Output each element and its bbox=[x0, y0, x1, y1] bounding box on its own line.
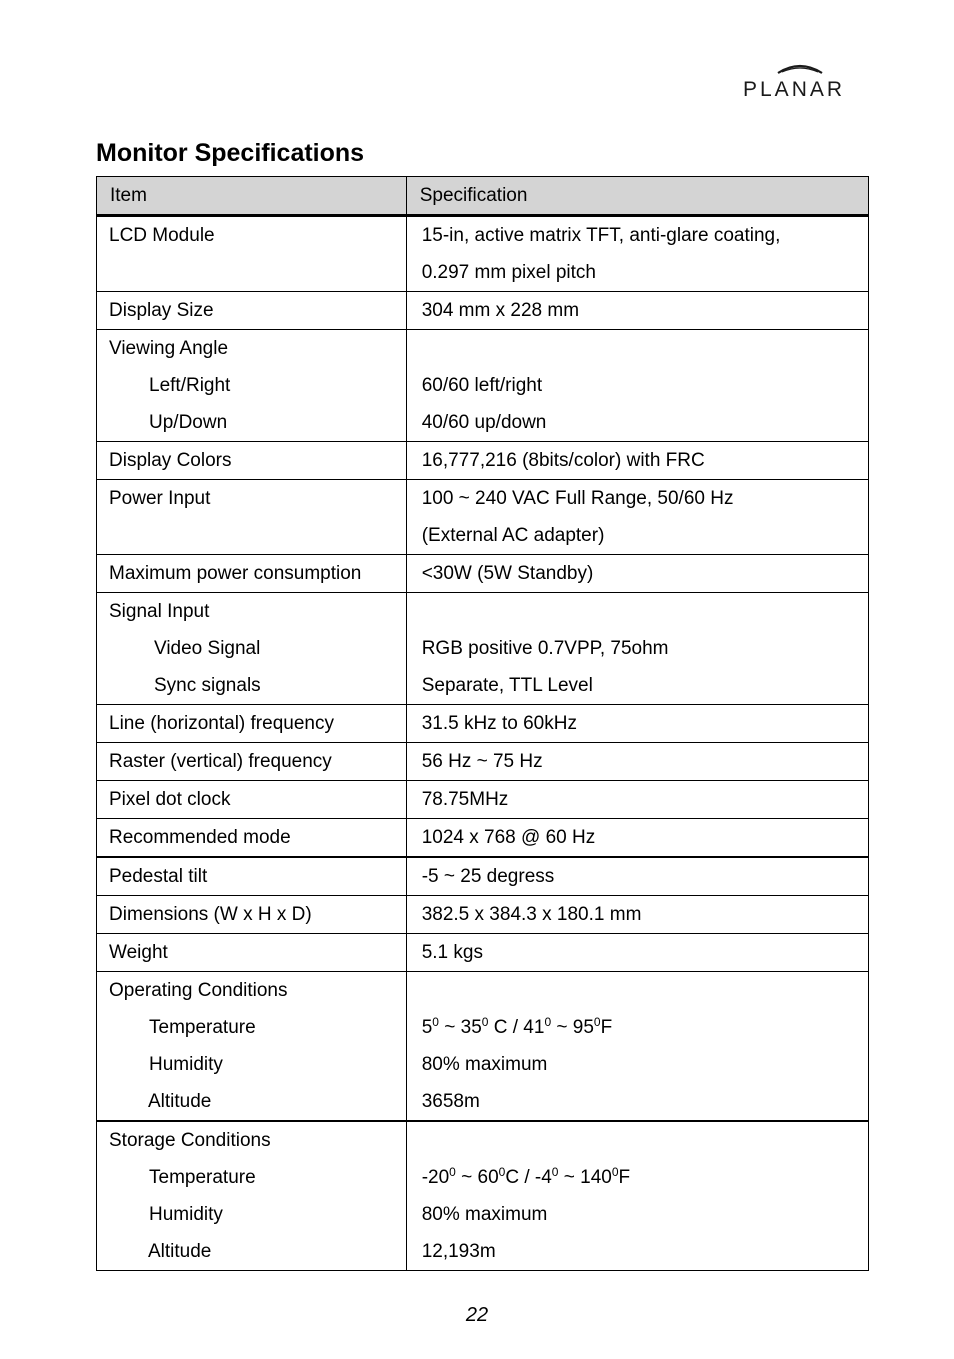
table-header-row bbox=[97, 177, 869, 216]
spec-cell bbox=[406, 781, 868, 819]
item-cell bbox=[97, 216, 407, 292]
item-label: Viewing Angle bbox=[109, 338, 229, 359]
item-cell bbox=[97, 972, 407, 1122]
item-label: Operating Conditions bbox=[109, 980, 288, 1001]
item-label: LCD Module bbox=[109, 225, 215, 246]
spec-cell bbox=[406, 934, 868, 972]
item-cell bbox=[97, 330, 407, 442]
table-row bbox=[97, 743, 869, 781]
spec-value: 56 Hz ~ 75 Hz bbox=[421, 751, 543, 772]
spec-value: Separate, TTL Level bbox=[421, 675, 593, 696]
item-sublabel: Humidity bbox=[149, 1204, 223, 1225]
spec-value: 1024 x 768 @ 60 Hz bbox=[421, 827, 596, 848]
item-sublabel: Temperature bbox=[149, 1017, 256, 1038]
spec-value: 15-in, active matrix TFT, anti-glare coating, bbox=[421, 225, 781, 246]
item-sublabel: Humidity bbox=[149, 1054, 223, 1075]
item-cell bbox=[97, 781, 407, 819]
spec-value: 78.75MHz bbox=[421, 789, 509, 810]
spec-value: RGB positive 0.7VPP, 75ohm bbox=[421, 638, 669, 659]
table-row bbox=[97, 555, 869, 593]
spec-value: 5.1 kgs bbox=[421, 942, 483, 963]
spec-value: 100 ~ 240 VAC Full Range, 50/60 Hz bbox=[421, 488, 734, 509]
item-cell bbox=[97, 743, 407, 781]
table-row bbox=[97, 216, 869, 292]
item-label: Recommended mode bbox=[109, 827, 291, 848]
item-label: Weight bbox=[109, 942, 168, 963]
item-cell bbox=[97, 934, 407, 972]
table-row bbox=[97, 934, 869, 972]
spec-cell bbox=[406, 216, 868, 292]
logo-text: PLANAR bbox=[743, 78, 846, 101]
page-title: Monitor Specifications bbox=[96, 139, 365, 167]
spec-cell bbox=[406, 972, 868, 1122]
spec-value: 304 mm x 228 mm bbox=[421, 300, 580, 321]
item-cell bbox=[97, 896, 407, 934]
item-sublabel: Video Signal bbox=[154, 638, 261, 659]
item-label: Maximum power consumption bbox=[109, 563, 362, 584]
planar-arc-logo-icon bbox=[738, 60, 862, 80]
table-row bbox=[97, 330, 869, 442]
header-specification: Specification bbox=[406, 177, 868, 216]
item-cell bbox=[97, 705, 407, 743]
item-label: Signal Input bbox=[109, 601, 210, 622]
spec-cell bbox=[406, 330, 868, 442]
planar-logo bbox=[738, 60, 862, 104]
item-sublabel: Sync signals bbox=[154, 675, 261, 696]
spec-cell bbox=[406, 857, 868, 896]
table-row bbox=[97, 781, 869, 819]
spec-cell bbox=[406, 705, 868, 743]
spec-value: 80% maximum bbox=[421, 1054, 548, 1075]
item-sublabel: Temperature bbox=[149, 1167, 256, 1188]
spec-table bbox=[96, 176, 869, 1271]
spec-cell bbox=[406, 743, 868, 781]
item-cell bbox=[97, 819, 407, 858]
item-label: Raster (vertical) frequency bbox=[109, 751, 332, 772]
spec-value-temperature: $-20^0$ ~ $60^0C / -4^0$ ~ $140^0F$ bbox=[421, 1165, 631, 1188]
spec-value: 16,777,216 (8bits/color) with FRC bbox=[421, 450, 705, 471]
item-label: Storage Conditions bbox=[109, 1130, 271, 1151]
item-cell bbox=[97, 593, 407, 705]
spec-value: (External AC adapter) bbox=[421, 525, 605, 546]
spec-cell bbox=[406, 819, 868, 858]
table-row bbox=[97, 857, 869, 896]
table-row bbox=[97, 1121, 869, 1271]
header-item: Item bbox=[97, 177, 407, 216]
spec-value: 12,193m bbox=[421, 1241, 496, 1262]
item-label: Display Size bbox=[109, 300, 214, 321]
table-row bbox=[97, 819, 869, 858]
table-row bbox=[97, 705, 869, 743]
item-label: Power Input bbox=[109, 488, 211, 509]
item-cell bbox=[97, 292, 407, 330]
spec-value: 382.5 x 384.3 x 180.1 mm bbox=[421, 904, 642, 925]
spec-cell bbox=[406, 593, 868, 705]
item-cell bbox=[97, 555, 407, 593]
item-label: Pedestal tilt bbox=[109, 866, 208, 887]
spec-cell bbox=[406, 555, 868, 593]
spec-value: 31.5 kHz to 60kHz bbox=[421, 713, 577, 734]
spec-value: 3658m bbox=[421, 1091, 480, 1112]
spec-cell bbox=[406, 896, 868, 934]
page-number: 22 bbox=[465, 1304, 489, 1326]
item-label: Line (horizontal) frequency bbox=[109, 713, 334, 734]
item-sublabel: Altitude bbox=[148, 1091, 212, 1112]
spec-value-temperature: $5^0$ ~ $35^0$ C / $41^0$ ~ $95^0F$ bbox=[421, 1015, 613, 1038]
item-label: Pixel dot clock bbox=[109, 789, 231, 810]
spec-cell bbox=[406, 292, 868, 330]
table-row bbox=[97, 972, 869, 1122]
item-sublabel: Up/Down bbox=[149, 412, 228, 433]
table-row bbox=[97, 896, 869, 934]
item-cell bbox=[97, 857, 407, 896]
spec-cell bbox=[406, 480, 868, 555]
table-row bbox=[97, 292, 869, 330]
spec-cell bbox=[406, 442, 868, 480]
spec-value: -5 ~ 25 degress bbox=[421, 866, 555, 887]
item-label: Display Colors bbox=[109, 450, 232, 471]
spec-value: 0.297 mm pixel pitch bbox=[421, 262, 596, 283]
table-row bbox=[97, 593, 869, 705]
spec-value: <30W (5W Standby) bbox=[421, 563, 594, 584]
table-row bbox=[97, 442, 869, 480]
spec-value: 80% maximum bbox=[421, 1204, 548, 1225]
item-cell bbox=[97, 480, 407, 555]
spec-value: 40/60 up/down bbox=[421, 412, 547, 433]
spec-value: 60/60 left/right bbox=[421, 375, 543, 396]
item-label: Dimensions (W x H x D) bbox=[109, 904, 312, 925]
item-cell bbox=[97, 442, 407, 480]
item-sublabel: Altitude bbox=[148, 1241, 212, 1262]
item-cell bbox=[97, 1121, 407, 1271]
table-row bbox=[97, 480, 869, 555]
item-sublabel: Left/Right bbox=[149, 375, 231, 396]
spec-cell bbox=[406, 1121, 868, 1271]
